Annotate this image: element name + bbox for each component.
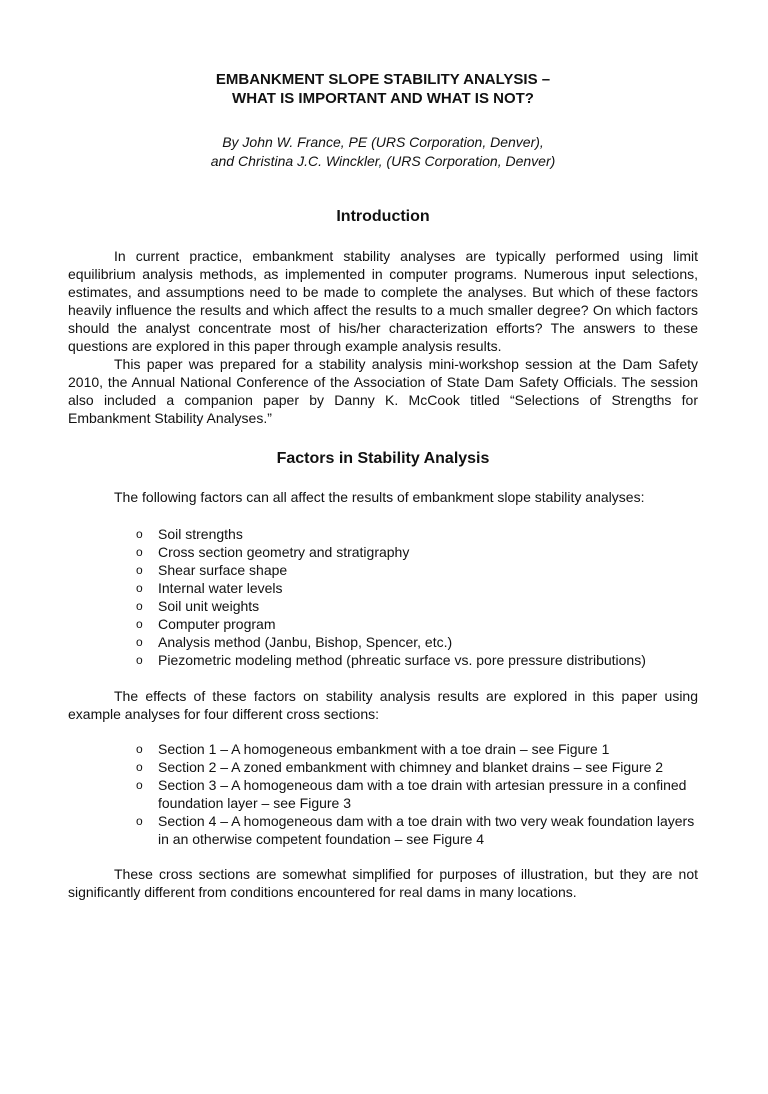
paper-title — [68, 70, 698, 108]
list-item — [136, 597, 698, 615]
list-item-text: Section 4 – A homogeneous dam with a toe drain with two very weak foundation layers in an otherwise competent foundation – see Figure 4 — [158, 813, 695, 847]
bullet-marker: o — [136, 653, 143, 667]
sections-list — [68, 740, 698, 848]
bullet-marker: o — [136, 635, 143, 649]
list-item-text: Soil strengths — [158, 526, 243, 542]
factors-list — [68, 525, 698, 669]
author-line-1: By John W. France, PE (URS Corporation, Denver), — [222, 134, 544, 150]
document-page — [0, 70, 768, 1094]
bullet-marker: o — [136, 814, 143, 828]
list-item-text: Section 1 – A homogeneous embankment with a toe drain – see Figure 1 — [158, 741, 610, 757]
bullet-marker: o — [136, 581, 143, 595]
bullet-marker: o — [136, 527, 143, 541]
list-item-text: Section 3 – A homogeneous dam with a toe drain with artesian pressure in a confined foundation layer – see Figure 3 — [158, 777, 687, 811]
list-item — [136, 633, 698, 651]
bullet-marker: o — [136, 563, 143, 577]
list-item — [136, 543, 698, 561]
introduction-body — [68, 247, 698, 427]
list-item-text: Cross section geometry and stratigraphy — [158, 544, 410, 560]
effects-paragraph: The effects of these factors on stability analysis results are explored in this paper using example analyses for four different cross sections: — [68, 688, 698, 722]
paper-title-line-2: WHAT IS IMPORTANT AND WHAT IS NOT? — [232, 90, 534, 107]
introduction-heading: Introduction — [336, 208, 430, 225]
author-byline — [68, 133, 698, 171]
list-item-text: Section 2 – A zoned embankment with chimney and blanket drains – see Figure 2 — [158, 759, 664, 775]
bullet-marker: o — [136, 760, 143, 774]
list-item-text: Soil unit weights — [158, 598, 260, 614]
list-item — [136, 776, 698, 812]
list-item-text: Internal water levels — [158, 580, 283, 596]
bullet-marker: o — [136, 545, 143, 559]
factors-heading: Factors in Stability Analysis — [276, 450, 490, 467]
list-item-text: Piezometric modeling method (phreatic surface vs. pore pressure distributions) — [158, 652, 646, 668]
introduction-paragraph-2: This paper was prepared for a stability analysis mini-workshop session at the Dam Safety 2010, the Annual National Conference of the Association of State Dam Safety Officials. The session also included a companion paper by Danny K. McCook titled “Selections of Strengths for Embankment Stability Analyses.” — [68, 356, 698, 426]
list-item — [136, 525, 698, 543]
list-item — [136, 758, 698, 776]
author-line-2: and Christina J.C. Winckler, (URS Corporation, Denver) — [210, 153, 556, 169]
bullet-marker: o — [136, 742, 143, 756]
list-item-text: Shear surface shape — [158, 562, 288, 578]
list-item — [136, 740, 698, 758]
list-item — [136, 579, 698, 597]
factors-lead-in: The following factors can all affect the results of embankment slope stability analyses: — [114, 489, 645, 505]
list-item-text: Analysis method (Janbu, Bishop, Spencer, etc.) — [158, 634, 453, 650]
introduction-paragraph-1: In current practice, embankment stability analyses are typically performed using limit equilibrium analysis methods, as implemented in computer programs. Numerous input selections, estimates, and assumptions need to be made to complete the analyses. But which of these factors heavily influence the results and which affect the results to a much smaller degree? On which factors should the analyst concentrate most of his/her characterization efforts? The answers to these questions are explored in this paper through example analysis results. — [68, 248, 698, 354]
list-item-text: Computer program — [158, 616, 276, 632]
list-item — [136, 651, 698, 669]
bullet-marker: o — [136, 778, 143, 792]
paper-title-line-1: EMBANKMENT SLOPE STABILITY ANALYSIS – — [215, 71, 551, 88]
list-item — [136, 615, 698, 633]
list-item — [136, 561, 698, 579]
list-item — [136, 812, 698, 848]
bullet-marker: o — [136, 617, 143, 631]
bullet-marker: o — [136, 599, 143, 613]
closing-paragraph: These cross sections are somewhat simplified for purposes of illustration, but they are not significantly different from conditions encountered for real dams in many locations. — [68, 866, 698, 900]
